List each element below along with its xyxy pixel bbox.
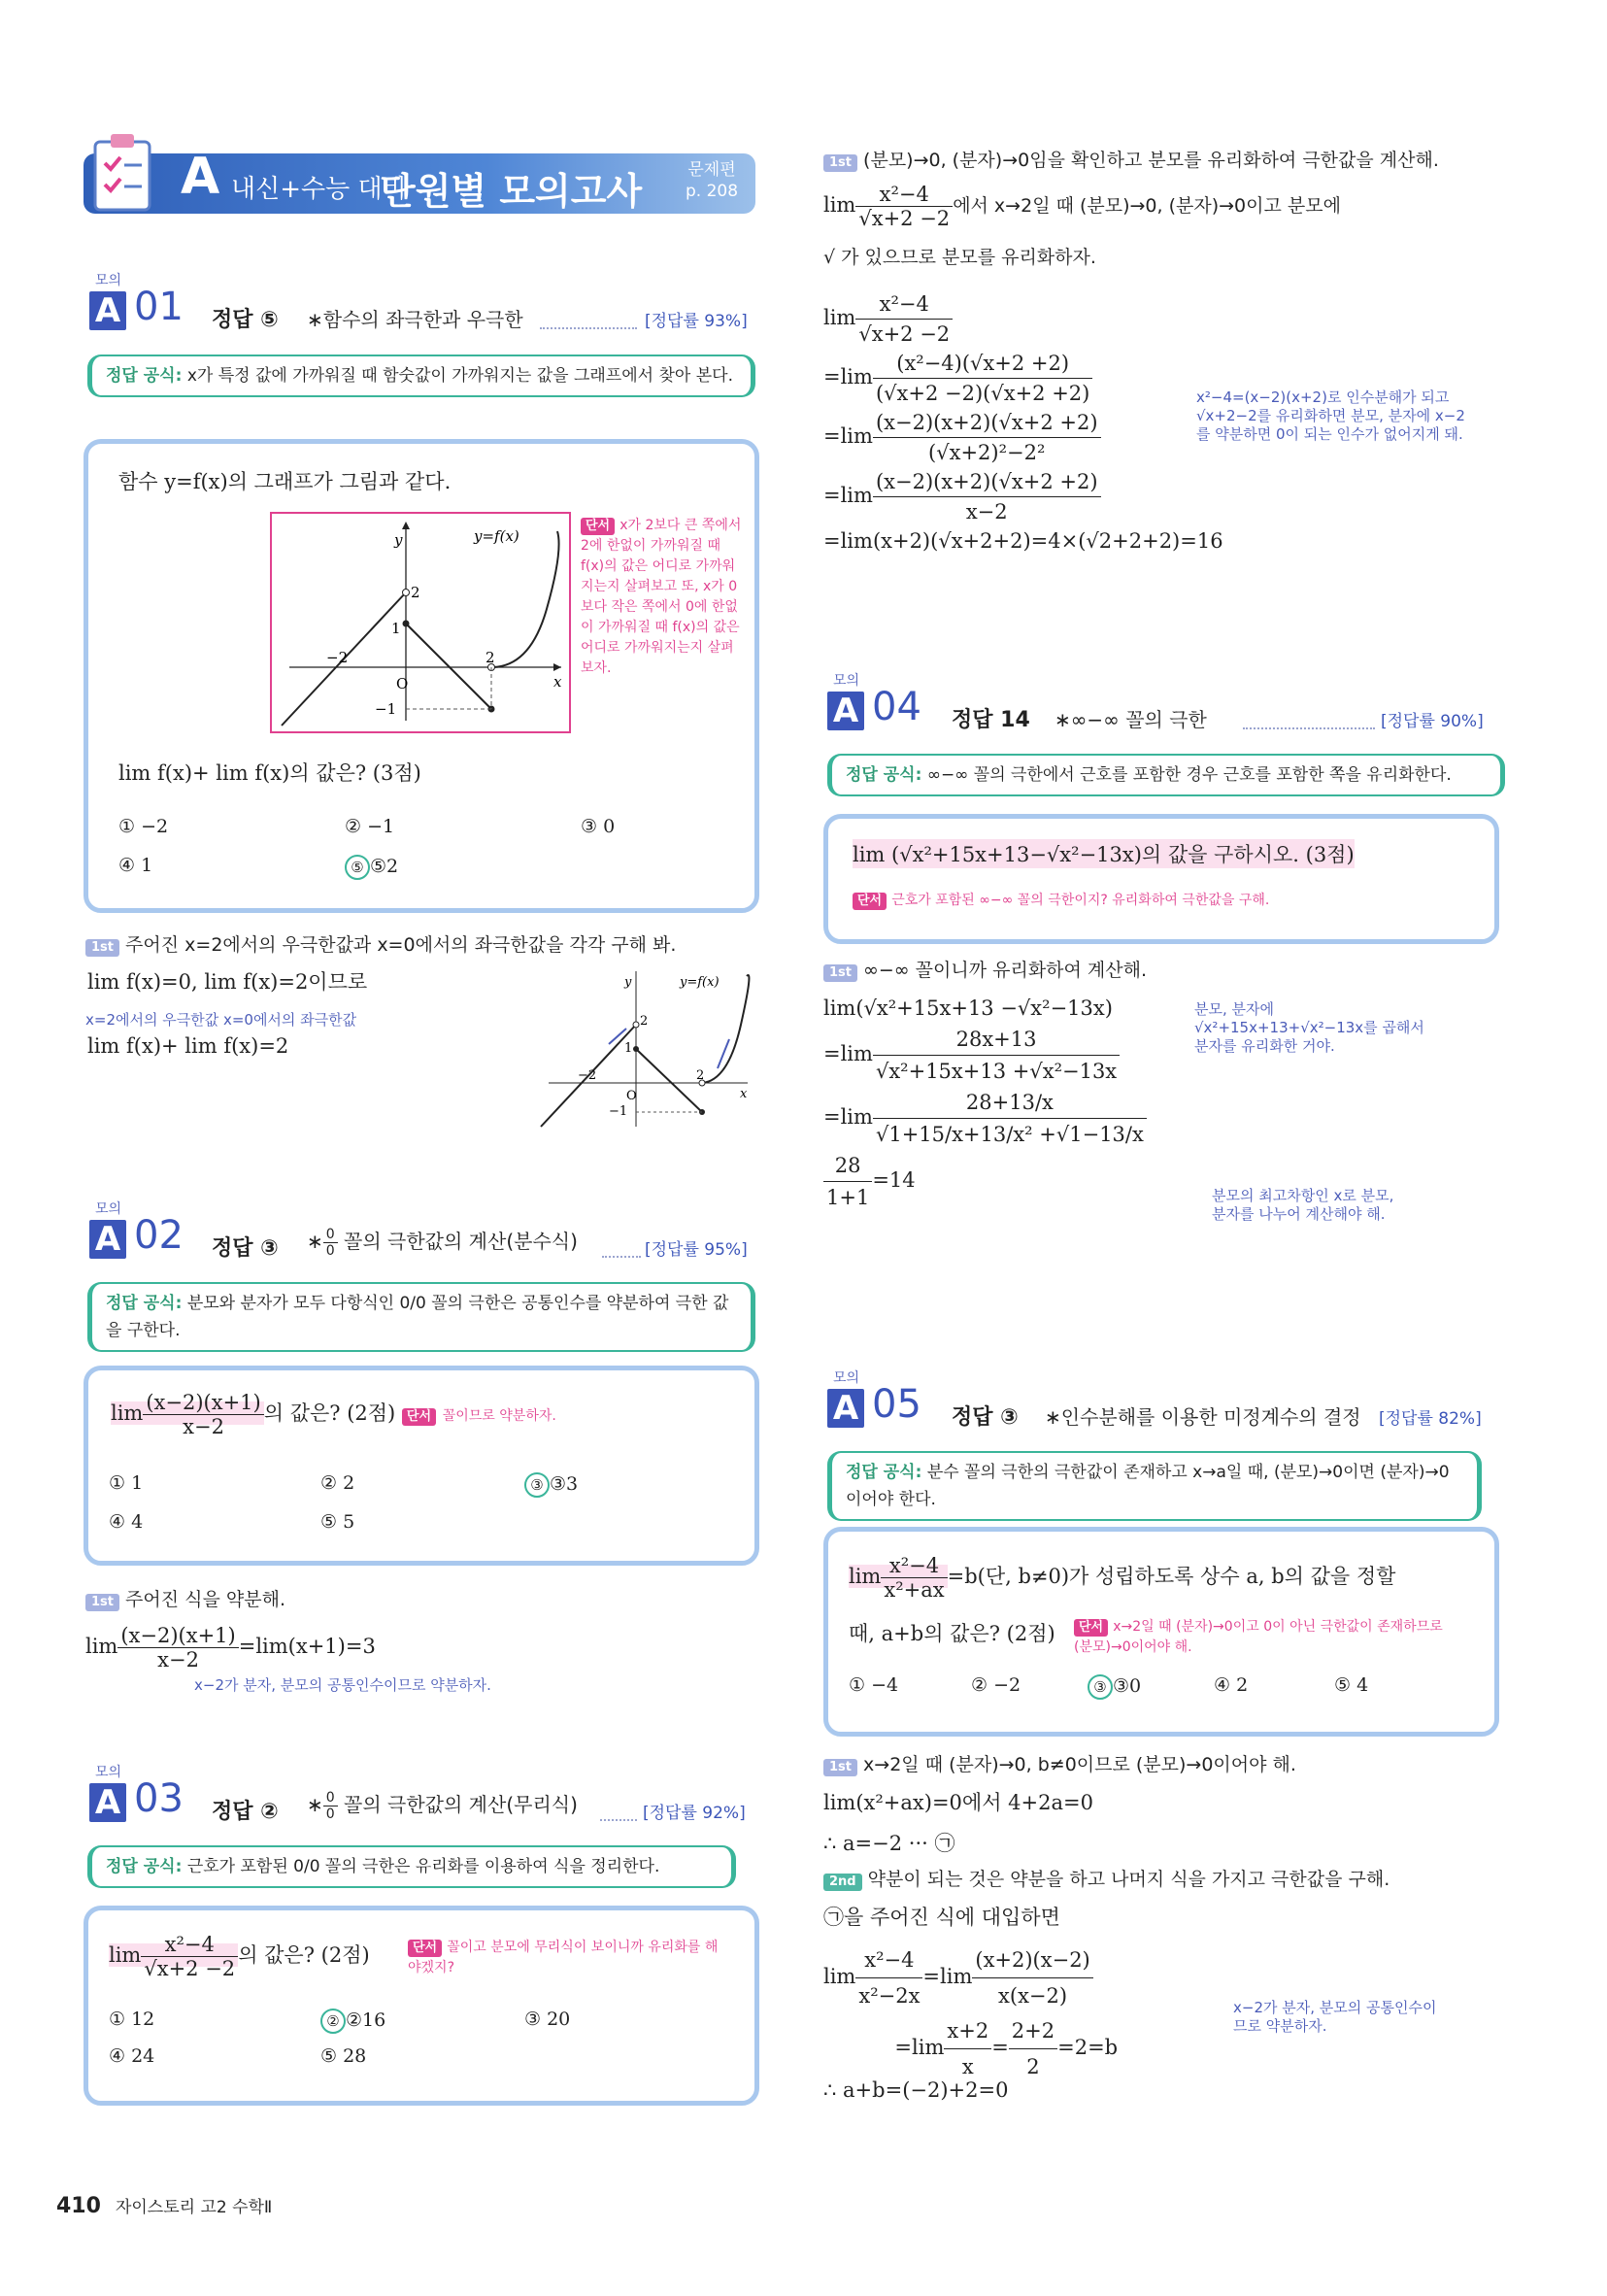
graph-fx	[270, 512, 571, 733]
problem-number: 03	[134, 1776, 184, 1821]
choice-3[interactable]: ③ 20	[524, 2009, 571, 2030]
svg-text:1: 1	[624, 1041, 633, 1056]
svg-text:1: 1	[391, 620, 401, 637]
solution-line-1: lim(x²+ax)=0에서 4+2a=0	[823, 1791, 1093, 1814]
topic: ∗함수의 좌극한과 우극한	[307, 308, 523, 331]
question-ask: lim f(x)+ lim f(x)의 값은? (3점)	[118, 761, 421, 785]
svg-text:2: 2	[696, 1068, 705, 1083]
topic: ∗ $\frac{0}{0}$ 꼴의 극한값의 계산(분수식)	[307, 1227, 578, 1259]
choice-1[interactable]: ① −2	[118, 816, 169, 837]
question-text: 함수 y=f(x)의 그래프가 그림과 같다.	[118, 470, 452, 493]
hint: 단서 x→2일 때 (분자)→0이고 0이 아닌 극한값이 존재하므로 (분모)→0이어야 해.	[1074, 1619, 1443, 1655]
a-badge: A	[89, 1220, 126, 1259]
choice-5[interactable]: ⑤ 28	[320, 2045, 367, 2067]
choice-5[interactable]: ⑤ 5	[320, 1511, 355, 1533]
choice-3[interactable]: ③ 0	[581, 816, 616, 837]
answer: 정답 ⑤	[212, 308, 279, 332]
question-ask: lim $\frac{\text{x²−4}}{\text{x²+ax}}$ =b(단, b≠0)가 성립하도록 상수 a, b의 값을 정할	[849, 1554, 1396, 1602]
mock-label: 모의	[833, 673, 860, 689]
solution-final: ∴ a+b=(−2)+2=0	[823, 2078, 1009, 2102]
svg-text:x: x	[553, 673, 562, 691]
solution-step: 1st 주어진 식을 약분해.	[85, 1585, 285, 1611]
accuracy-rate: [정답률 93%]	[645, 312, 748, 331]
solution-line-2: √ 가 있으므로 분모를 유리화하자.	[823, 247, 1096, 268]
banner-ref: 문제편 p. 208	[686, 160, 739, 201]
mock-label: 모의	[95, 273, 122, 288]
hint-text: x가 2보다 큰 쪽에서 2에 한없이 가까워질 때 f(x)의 값은 어디로 가까워지는지 살펴보고 또, x가 0보다 작은 쪽에서 0에 한없이 가까워질 때 f(x)의 값은 어디로 가까워지는지 살펴보자.	[581, 518, 742, 676]
svg-text:−1: −1	[609, 1104, 628, 1119]
solution-step-1: 1st x→2일 때 (분자)→0, b≠0이므로 (분모)→0이어야 해.	[823, 1750, 1296, 1776]
section-banner	[84, 148, 755, 214]
problem-number: 04	[872, 685, 921, 729]
solution-note: x²−4=(x−2)(x+2)로 인수분해가 되고 √x+2−2를 유리화하면 분모, 분자에 x−2를 약분하면 0이 되는 인수가 없어지게 돼.	[1196, 388, 1465, 443]
a-badge: A	[89, 1783, 126, 1822]
formula-box	[87, 355, 755, 397]
formula-box: 정답 공식: 근호가 포함된 0/0 꼴의 극한은 유리화를 이용하여 식을 정리한다.	[87, 1845, 736, 1888]
hint: 단서 근호가 포함된 ∞−∞ 꼴의 극한이지? 유리화하여 극한값을 구해.	[853, 890, 1269, 910]
svg-text:−1: −1	[375, 700, 397, 718]
answer: 정답 ③	[212, 1236, 279, 1261]
accuracy-rate: [정답률 92%]	[643, 1804, 746, 1823]
solution-graph	[539, 966, 753, 1131]
svg-text:2: 2	[640, 1014, 649, 1029]
choice-2[interactable]: ② −1	[345, 816, 395, 837]
choice-1[interactable]: ① −4	[849, 1674, 899, 1696]
solution-derivation: lim $\frac{\text{x²−4}}{\text{x²−2x}}$ =lim $\frac{(x+2)(x-2)}{x(x-2)}$ =lim $\frac{x+2}{x}$ = $\frac{2+2}{2}$ =2=b	[823, 1942, 1118, 2084]
dot-leader	[1243, 726, 1375, 729]
problem-number: 02	[134, 1213, 184, 1258]
answer: 정답 14	[952, 708, 1030, 732]
banner-title: 단원별 모의고사	[380, 170, 643, 213]
solution-note-2: 분모의 최고차항인 x로 분모, 분자를 나누어 계산해야 해.	[1212, 1187, 1394, 1223]
svg-text:−2: −2	[326, 649, 349, 666]
question-ask: lim $\frac{\text{x²−4}}{√x+2 -2}$ 의 값은? (2점)	[109, 1933, 370, 1980]
solution-note: x=2에서의 우극한값 x=0에서의 좌극한값	[85, 1011, 357, 1029]
choice-5[interactable]: ⑤ ⑤2	[345, 855, 398, 880]
accuracy-rate: [정답률 95%]	[645, 1240, 748, 1260]
formula-box: 정답 공식: 분수 꼴의 극한의 극한값이 존재하고 x→a일 때, (분모)→0이면 (분자)→0이어야 한다.	[827, 1451, 1482, 1521]
solution-step: 1st 주어진 x=2에서의 우극한값과 x=0에서의 좌극한값을 각각 구해 봐.	[85, 930, 676, 957]
solution-step-2: 2nd 약분이 되는 것은 약분을 하고 나머지 식을 가지고 극한값을 구해.	[823, 1865, 1389, 1891]
hint	[581, 515, 746, 678]
choice-4[interactable]: ④ 24	[109, 2045, 155, 2067]
topic: ∗ $\frac{0}{0}$ 꼴의 극한값의 계산(무리식)	[307, 1790, 578, 1822]
svg-text:O: O	[626, 1089, 637, 1103]
formula-label: 정답 공식:	[106, 366, 183, 386]
svg-text:2: 2	[485, 649, 495, 666]
choice-1[interactable]: ① 12	[109, 2009, 155, 2030]
choice-2[interactable]: ② 2	[320, 1472, 355, 1494]
question-ask-2: 때, a+b의 값은? (2점)	[849, 1622, 1055, 1645]
solution-derivation: lim $\frac{\text{x²−4}}{√x+2 -2}$ =lim $\frac{\text{(x²−4)(√x+2 +2)}}{(√x+2 -2)(√x+2 +2)}$ =lim $\frac{(x-2)(x+2)(√x+2 +2)}{\text{(√x+2)²−2²}}$ =lim $\frac{(x-2)(x+2)(√x+2 +2)}{x-2}$ =lim(x+2)(√x+2+2)=4×(√2+2+2)=16	[823, 289, 1223, 556]
svg-text:y: y	[394, 531, 403, 549]
choice-5[interactable]: ⑤ 4	[1334, 1674, 1369, 1696]
hint-tag: 단서	[581, 518, 615, 535]
dot-leader	[602, 1255, 641, 1258]
solution-line: lim $\frac{(x-2)(x+1)}{x-2}$ =lim(x+1)=3	[85, 1624, 376, 1671]
banner-letter: A	[181, 148, 220, 206]
choice-1[interactable]: ① 1	[109, 1472, 144, 1494]
solution-line-1: lim $\frac{\text{x²−4}}{√x+2 -2}$ 에서 x→2일 때 (분모)→0, (분자)→0이고 분모에	[823, 183, 1341, 230]
solution-derivation: lim(√x²+15x+13 −√x²−13x) =lim $\frac{28x+13}{\text{√x²+15x+13 +√x²−13x}}$ =lim $\frac{28+13/x}{\text{√1+15/x+13/x² +√1−13/x}}$ $\frac{28}{1+1}$ =14	[823, 993, 1147, 1213]
choice-3[interactable]: ③ ③3	[524, 1472, 578, 1498]
a-badge: A	[827, 1389, 864, 1428]
problem-number: 05	[872, 1382, 921, 1427]
choice-3[interactable]: ③ ③0	[1088, 1674, 1141, 1700]
solution-note: x−2가 분자, 분모의 공통인수이므로 약분하자.	[194, 1676, 491, 1694]
svg-text:y: y	[624, 975, 632, 990]
solution-line-2: ∴ a=−2 ··· ㉠	[823, 1832, 955, 1855]
hint: 단서 꼴이고 분모에 무리식이 보이니까 유리화를 해야겠지?	[408, 1940, 719, 1975]
svg-text:y=f(x): y=f(x)	[474, 527, 519, 545]
question-ask: lim (√x²+15x+13−√x²−13x)의 값을 구하시오. (3점)	[853, 839, 1355, 868]
a-badge: A	[89, 291, 126, 330]
answer: 정답 ③	[952, 1405, 1019, 1430]
footer	[56, 2193, 272, 2218]
choice-2[interactable]: ② ②16	[320, 2009, 385, 2034]
svg-text:O: O	[396, 675, 409, 692]
problem-number: 01	[134, 285, 184, 329]
page-number: 410	[56, 2194, 101, 2218]
choice-4[interactable]: ④ 2	[1214, 1674, 1249, 1696]
topic: ∗∞−∞ 꼴의 극한	[1055, 708, 1207, 731]
answer: 정답 ②	[212, 1800, 279, 1824]
question-ask: lim $\frac{(x-2)(x+1)}{x-2}$ 의 값은? (2점) 단서 꼴이므로 약분하자.	[111, 1391, 556, 1438]
svg-text:y=f(x): y=f(x)	[680, 975, 720, 990]
mock-label: 모의	[95, 1765, 122, 1780]
dot-leader	[600, 1818, 637, 1821]
banner-subtitle: 내신+수능 대비	[231, 175, 407, 204]
svg-text:2: 2	[411, 584, 420, 601]
dot-leader	[540, 326, 637, 329]
accuracy-rate: [정답률 90%]	[1381, 712, 1484, 731]
a-badge: A	[827, 692, 864, 730]
question-box-4	[823, 814, 1499, 944]
mock-label: 모의	[95, 1201, 122, 1217]
solution-line-2: lim f(x)+ lim f(x)=2	[87, 1034, 289, 1058]
solution-line-3: ㉠을 주어진 식에 대입하면	[823, 1906, 1060, 1929]
accuracy-rate: [정답률 82%]	[1379, 1409, 1482, 1429]
choice-4[interactable]: ④ 4	[109, 1511, 144, 1533]
formula-box: 정답 공식: 분모와 분자가 모두 다항식인 0/0 꼴의 극한은 공통인수를 약분하여 극한 값을 구한다.	[87, 1282, 755, 1352]
solution-note: x−2가 분자, 분모의 공통인수이므로 약분하자.	[1233, 1999, 1437, 2035]
mock-label: 모의	[833, 1370, 860, 1386]
svg-text:x: x	[740, 1087, 748, 1101]
topic: ∗인수분해를 이용한 미정계수의 결정	[1045, 1405, 1361, 1429]
book-title: 자이스토리 고2 수학Ⅱ	[115, 2198, 273, 2217]
solution-note-1: 분모, 분자에 √x²+15x+13+√x²−13x를 곱해서 분자를 유리화한 거야.	[1194, 1000, 1424, 1055]
solution-step: 1st ∞−∞ 꼴이니까 유리화하여 계산해.	[823, 956, 1147, 982]
formula-box: 정답 공식: ∞−∞ 꼴의 극한에서 근호를 포함한 경우 근호를 포함한 쪽을 유리화한다.	[827, 754, 1505, 796]
formula-text: x가 특정 값에 가까워질 때 함숫값이 가까워지는 값을 그래프에서 찾아 본다.	[186, 366, 733, 386]
solution-step: 1st (분모)→0, (분자)→0임을 확인하고 분모를 유리화하여 극한값을 계산해.	[823, 146, 1439, 172]
solution-line-1: lim f(x)=0, lim f(x)=2이므로	[87, 970, 368, 994]
svg-text:−2: −2	[578, 1068, 597, 1083]
clipboard-icon	[87, 124, 165, 217]
choice-2[interactable]: ② −2	[971, 1674, 1021, 1696]
choice-4[interactable]: ④ 1	[118, 855, 153, 876]
